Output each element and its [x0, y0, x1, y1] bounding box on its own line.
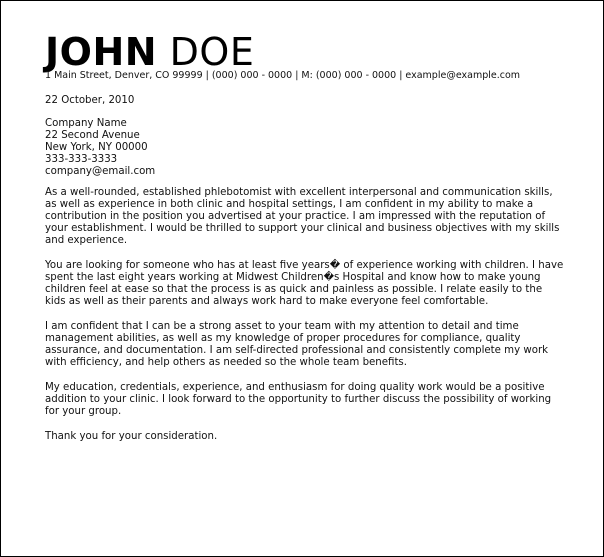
body-paragraph-2: You are looking for someone who has at least five years� of experience working with children. I have spent the last eight years working at Midwest Children�s Hospital and know how to make young children feel at ease so that the process is as quick and painless as possible. I relate easily to the kids as well as their parents and always work hard to make everyone feel comfortable.	[45, 260, 564, 307]
body-paragraph-3: I am confident that I can be a strong asset to your team with my attention to detail and time management abilities, as well as my knowledge of proper procedures for compliance, quality assurance, and documentation. I am self-directed professional and consistently complete my work with efficiency, and help others as needed so the whole team benefits.	[45, 321, 549, 368]
recipient-city: New York, NY 00000	[45, 142, 148, 153]
letter-date: 22 October, 2010	[45, 95, 135, 106]
sender-name	[45, 32, 254, 72]
sender-first-name: JOHN	[45, 30, 158, 74]
recipient-address	[45, 118, 155, 178]
sender-contact-line: 1 Main Street, Denver, CO 99999 | (000) 000 - 0000 | M: (000) 000 - 0000 | example@example.com	[45, 70, 521, 81]
body-paragraph-1: As a well-rounded, established phlebotomist with excellent interpersonal and communication skills, as well as experience in both clinic and hospital settings, I am confident in my ability to make a contribution in the position you advertised at your practice. I am impressed with the reputation of your establishment. I would be thrilled to support your clinical and business objectives with my skills and experience.	[45, 187, 560, 246]
recipient-phone: 333-333-3333	[45, 154, 118, 165]
sender-last-name: DOE	[169, 30, 255, 74]
recipient-email: company@email.com	[45, 166, 156, 177]
letter-body	[45, 187, 565, 456]
body-paragraph-4: My education, credentials, experience, and enthusiasm for doing quality work would be a positive addition to your clinic. I look forward to the opportunity to further discuss the possibility of working for your group.	[45, 382, 552, 417]
closing-line: Thank you for your consideration.	[45, 431, 218, 442]
recipient-company: Company Name	[45, 118, 127, 129]
recipient-street: 22 Second Avenue	[45, 130, 140, 141]
